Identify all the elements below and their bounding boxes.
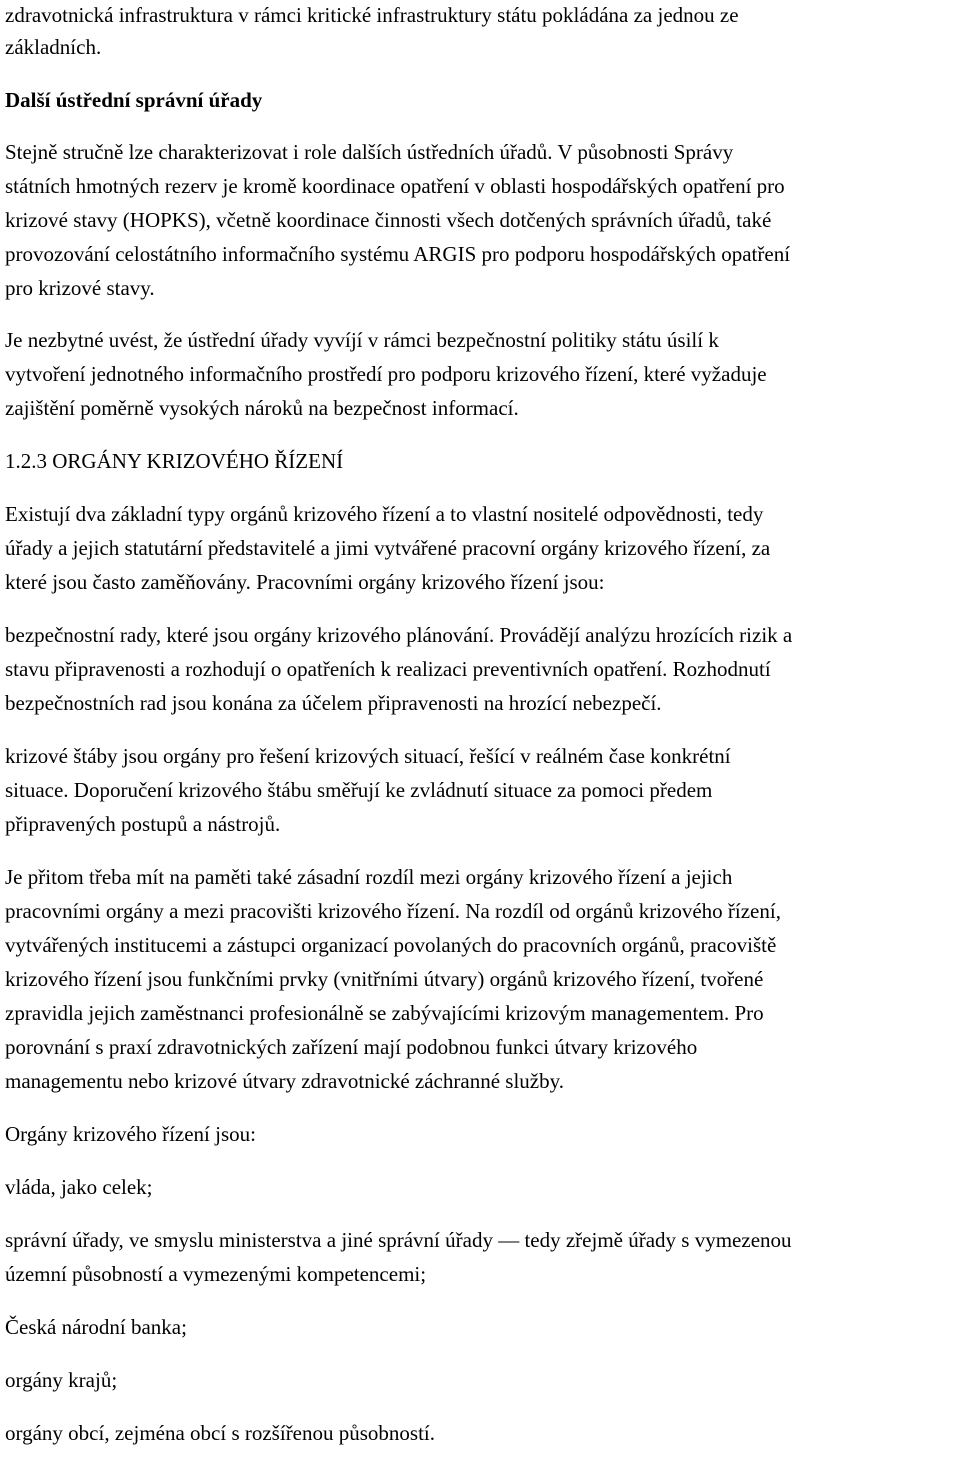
paragraph-line: zajištění poměrně vysokých nároků na bezpečnost informací. — [5, 396, 519, 420]
paragraph-line: managementu nebo krizové útvary zdravotnické záchranné služby. — [5, 1069, 564, 1093]
paragraph-line: připravených postupů a nástrojů. — [5, 812, 281, 836]
intro-line-1: zdravotnická infrastruktura v rámci kritické infrastruktury státu pokládána za jednou ze — [5, 3, 739, 27]
intro-line-2: základních. — [5, 35, 102, 59]
paragraph-line: Stejně stručně lze charakterizovat i role dalších ústředních úřadů. V působnosti Správy — [5, 140, 734, 164]
paragraph-line: Existují dva základní typy orgánů krizového řízení a to vlastní nositelé odpovědnosti, tedy — [5, 502, 764, 526]
list-item-continuation: územní působností a vymezenými kompetencemi; — [5, 1262, 427, 1286]
paragraph-line: bezpečnostní rady, které jsou orgány krizového plánování. Provádějí analýzu hrozících rizik a — [5, 623, 793, 647]
paragraph-line: vytvoření jednotného informačního prostředí pro podporu krizového řízení, které vyžaduje — [5, 362, 767, 386]
paragraph-line: státních hmotných rezerv je kromě koordinace opatření v oblasti hospodářských opatření pro — [5, 174, 785, 198]
paragraph-line: zpravidla jejich zaměstnanci profesionálně se zabývajícími krizovým managementem. Pro — [5, 1001, 764, 1025]
paragraph-line: provozování celostátního informačního systému ARGIS pro podporu hospodářských opatření — [5, 242, 791, 266]
paragraph-line: krizové štáby jsou orgány pro řešení krizových situací, řešící v reálném čase konkrétní — [5, 744, 731, 768]
paragraph-line: situace. Doporučení krizového štábu směřují ke zvládnutí situace za pomoci předem — [5, 778, 713, 802]
section-heading: Další ústřední správní úřady — [5, 88, 263, 112]
list-item: vláda, jako celek; — [5, 1175, 153, 1199]
paragraph-line: vytvářených institucemi a zástupci organizací povolaných do pracovních orgánů, pracoviště — [5, 933, 777, 957]
list-item: Česká národní banka; — [5, 1315, 187, 1339]
paragraph-line: pracovními orgány a mezi pracovišti krizového řízení. Na rozdíl od orgánů krizového řízení, — [5, 899, 781, 923]
paragraph-line: pro krizové stavy. — [5, 276, 155, 300]
paragraph-line: bezpečnostních rad jsou konána za účelem připravenosti na hrozící nebezpečí. — [5, 691, 662, 715]
list-item: správní úřady, ve smyslu ministerstva a jiné správní úřady — tedy zřejmě úřady s vymezenou — [5, 1228, 792, 1252]
chapter-heading: 1.2.3 ORGÁNY KRIZOVÉHO ŘÍZENÍ — [5, 449, 344, 473]
paragraph-line: krizového řízení jsou funkčními prvky (vnitřními útvary) orgánů krizového řízení, tvořené — [5, 967, 764, 991]
paragraph-line: Je přitom třeba mít na paměti také zásadní rozdíl mezi orgány krizového řízení a jejich — [5, 865, 733, 889]
paragraph-line: stavu připravenosti a rozhodují o opatřeních k realizaci preventivních opatření. Rozhodnutí — [5, 657, 771, 681]
list-intro: Orgány krizového řízení jsou: — [5, 1122, 256, 1146]
paragraph-line: porovnání s praxí zdravotnických zařízení mají podobnou funkci útvary krizového — [5, 1035, 698, 1059]
list-item: orgány krajů; — [5, 1368, 118, 1392]
list-item: orgány obcí, zejména obcí s rozšířenou působností. — [5, 1421, 436, 1445]
paragraph-line: Je nezbytné uvést, že ústřední úřady vyvíjí v rámci bezpečnostní politiky státu úsilí k — [5, 328, 719, 352]
paragraph-line: které jsou často zaměňovány. Pracovními orgány krizového řízení jsou: — [5, 570, 605, 594]
paragraph-line: krizové stavy (HOPKS), včetně koordinace činnosti všech dotčených správních úřadů, také — [5, 208, 772, 232]
paragraph-line: úřady a jejich statutární představitelé a jimi vytvářené pracovní orgány krizového řízení, za — [5, 536, 771, 560]
